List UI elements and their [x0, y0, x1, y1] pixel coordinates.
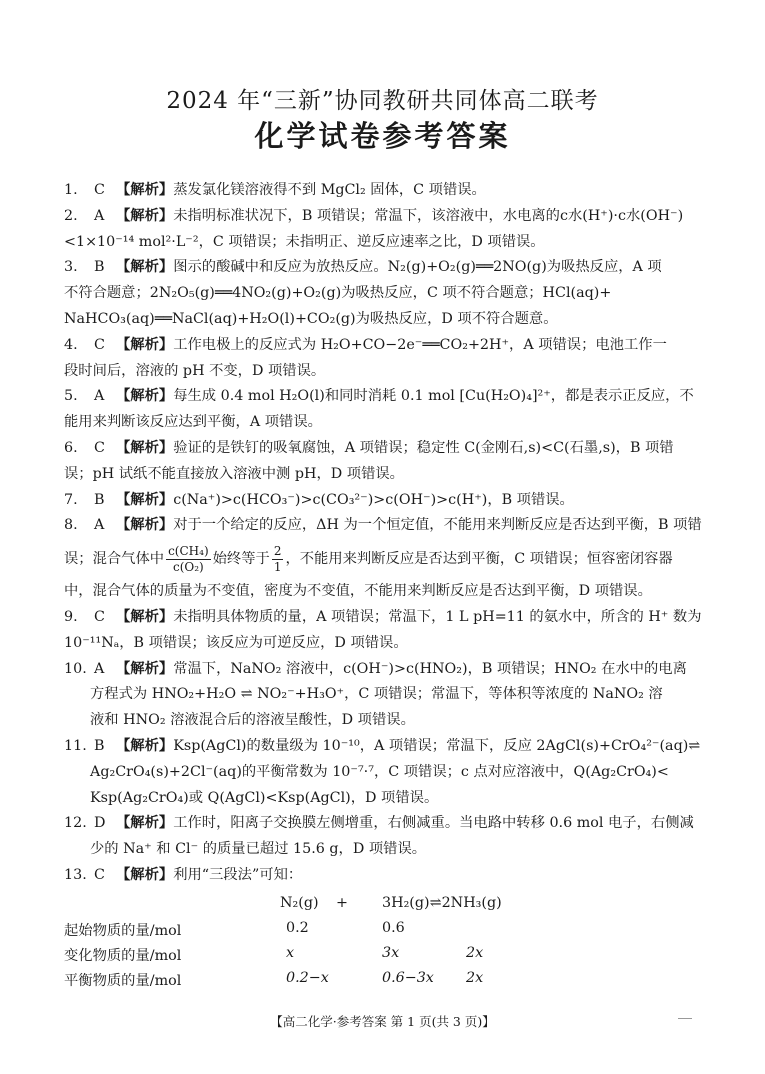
analysis-tag: 【解析】 [116, 259, 174, 276]
analysis-continuation: 10⁻¹¹Nₐ，B 项错误；该反应为可逆反应，D 项错误。 [64, 634, 408, 651]
analysis-continuation: 能用来判断该反应达到平衡，A 项错误。 [64, 414, 322, 431]
answer-letter: C [94, 182, 105, 198]
equation-part: 3H₂(g)⇌2NH₃(g) [382, 894, 502, 911]
analysis-text: 对于一个给定的反应，ΔH 为一个恒定值，不能用来判断反应是否达到平衡，B 项错 [173, 517, 702, 534]
analysis-continuation: 误；pH 试纸不能直接放入溶液中测 pH，D 项错误。 [64, 465, 404, 482]
answer-letter: B [94, 491, 105, 508]
answer-item [64, 605, 704, 657]
ice-row [64, 945, 704, 970]
question-number: 4. [64, 336, 78, 353]
analysis-continuation: Ksp(Ag₂CrO₄)或 Q(AgCl)<Ksp(AgCl)，D 项错误。 [90, 789, 439, 806]
ice-cell-h2: 0.6−3x [382, 969, 434, 986]
answer-list [64, 178, 704, 995]
question-number: 3. [64, 259, 78, 276]
ice-cell-label: 变化物质的量/mol [64, 947, 182, 964]
analysis-tag: 【解析】 [116, 517, 174, 534]
question-number: 5. [64, 388, 78, 405]
analysis-text: 未指明标准状况下，B 项错误；常温下，该溶液中，水电离的c水(H⁺)·c水(OH⁻) [173, 207, 684, 224]
equation-part: N₂(g) [280, 894, 319, 911]
analysis-text: 图示的酸碱中和反应为放热反应。N₂(g)+O₂(g)══2NO(g)为吸热反应，A 项 [173, 259, 662, 276]
analysis-text: 工作时，阳离子交换膜左侧增重，右侧减重。当电路中转移 0.6 mol 电子，右侧减 [173, 815, 694, 832]
analysis-continuation: 始终等于 [212, 551, 270, 568]
analysis-tag: 【解析】 [116, 660, 174, 677]
answer-item [64, 204, 704, 256]
ice-cell-label: 平衡物质的量/mol [64, 972, 182, 989]
analysis-tag: 【解析】 [116, 439, 174, 456]
analysis-tag: 【解析】 [116, 336, 174, 353]
question-number: 8. [64, 517, 78, 534]
analysis-text: 蒸发氯化镁溶液得不到 MgCl₂ 固体，C 项错误。 [173, 182, 486, 198]
fraction [272, 544, 284, 575]
ice-row [64, 970, 704, 995]
reaction-equation [64, 895, 704, 920]
answer-item [64, 333, 704, 385]
analysis-tag: 【解析】 [116, 815, 174, 832]
analysis-continuation: 段时间后，溶液的 pH 不变，D 项错误。 [64, 362, 326, 379]
question-number: 7. [64, 491, 78, 508]
answer-item [64, 513, 704, 605]
analysis-text: 常温下，NaNO₂ 溶液中，c(OH⁻)>c(HNO₂)，B 项错误；HNO₂ 在水中的电离 [173, 660, 687, 677]
analysis-text: Ksp(AgCl)的数量级为 10⁻¹⁰，A 项错误；常温下，反应 2AgCl(s)+CrO₄²⁻(aq)⇌ [173, 737, 701, 754]
analysis-continuation: 中，混合气体的质量为不变值，密度为不变值，不能用来判断反应是否达到平衡，D 项错误。 [64, 583, 652, 600]
ice-cell-nh3: 2x [466, 944, 484, 961]
ice-cell-h2: 3x [382, 944, 400, 961]
fraction-denominator: c(O₂) [172, 559, 204, 574]
analysis-tag: 【解析】 [116, 866, 174, 883]
analysis-tag: 【解析】 [116, 207, 174, 224]
analysis-text: 未指明具体物质的量，A 项错误；常温下，1 L pH=11 的氨水中，所含的 H⁺ 数为 [173, 608, 702, 625]
answer-letter: C [94, 866, 105, 883]
answer-item [64, 488, 704, 514]
question-number: 6. [64, 439, 78, 456]
analysis-tag: 【解析】 [116, 491, 174, 508]
fraction-denominator: 1 [273, 559, 282, 574]
answer-letter: A [94, 660, 105, 677]
equation-part: + [336, 894, 348, 911]
ice-cell-label: 起始物质的量/mol [64, 922, 182, 939]
ice-table [64, 895, 704, 995]
analysis-continuation: Ag₂CrO₄(s)+2Cl⁻(aq)的平衡常数为 10⁻⁷·⁷，C 项错误；c 点对应溶液中，Q(Ag₂CrO₄)< [90, 763, 669, 780]
ice-row [64, 920, 704, 945]
analysis-continuation: 方程式为 HNO₂+H₂O ⇌ NO₂⁻+H₃O⁺，C 项错误；常温下，等体积等浓度的 NaNO₂ 溶 [90, 686, 663, 703]
ice-cell-n2: 0.2 [286, 919, 309, 936]
answer-item [64, 384, 704, 436]
question-number: 12. [64, 815, 87, 832]
fraction-numerator: c(CH₄) [168, 543, 209, 558]
analysis-text: 工作电极上的反应式为 H₂O+CO−2e⁻══CO₂+2H⁺，A 项错误；电池工作一 [173, 336, 667, 353]
ice-cell-nh3: 2x [466, 969, 484, 986]
analysis-tag: 【解析】 [116, 182, 174, 198]
answer-letter: D [94, 815, 106, 832]
question-number: 11. [64, 737, 87, 754]
ice-cell-n2: x [286, 944, 295, 961]
analysis-text: 每生成 0.4 mol H₂O(l)和同时消耗 0.1 mol [Cu(H₂O)₄]²⁺，都是表示正反应，不 [173, 388, 694, 405]
analysis-tag: 【解析】 [116, 388, 174, 405]
answer-item [64, 255, 704, 332]
answer-item [64, 178, 704, 204]
analysis-continuation: ，不能用来判断反应是否达到平衡，C 项错误；恒容密闭容器 [285, 551, 673, 568]
analysis-continuation: 液和 HNO₂ 溶液混合后的溶液呈酸性，D 项错误。 [90, 712, 415, 729]
question-number: 2. [64, 207, 78, 224]
answer-item [64, 436, 704, 488]
answer-letter: C [94, 439, 105, 456]
answer-item [64, 811, 704, 863]
fraction-numerator: 2 [273, 543, 282, 558]
analysis-tag: 【解析】 [116, 608, 174, 625]
answer-letter: A [94, 517, 105, 534]
question-number: 1. [64, 182, 78, 198]
fraction [166, 544, 211, 575]
ice-cell-h2: 0.6 [382, 919, 405, 936]
analysis-text: 利用“三段法”可知： [173, 866, 303, 883]
answer-item [64, 863, 704, 889]
page-footer: 【高二化学·参考答案 第 1 页(共 3 页)】 [270, 1014, 495, 1029]
answer-letter: B [94, 259, 105, 276]
analysis-continuation: <1×10⁻¹⁴ mol²·L⁻²，C 项错误；未指明正、逆反应速率之比，D 项错误。 [64, 233, 545, 250]
analysis-continuation: 不符合题意；2N₂O₅(g)══4NO₂(g)+O₂(g)为吸热反应，C 项不符合题意；HCl(aq)+ [64, 285, 612, 302]
answer-letter: A [94, 388, 105, 405]
question-number: 10. [64, 660, 87, 677]
answer-letter: C [94, 336, 105, 353]
document-title: 化学试卷参考答案 [254, 119, 511, 153]
analysis-tag: 【解析】 [116, 737, 174, 754]
analysis-continuation: 误；混合气体中 [64, 551, 165, 568]
analysis-text: c(Na⁺)>c(HCO₃⁻)>c(CO₃²⁻)>c(OH⁻)>c(H⁺)，B 项错误。 [173, 491, 574, 508]
scan-mark [678, 1018, 692, 1019]
answer-item [64, 657, 704, 734]
answer-letter: A [94, 207, 105, 224]
exam-title: 2024 年“三新”协同教研共同体高二联考 [166, 88, 599, 114]
analysis-continuation: 少的 Na⁺ 和 Cl⁻ 的质量已超过 15.6 g，D 项错误。 [90, 841, 427, 858]
question-number: 9. [64, 608, 78, 625]
answer-item [64, 734, 704, 811]
question-number: 13. [64, 866, 87, 883]
analysis-continuation: NaHCO₃(aq)══NaCl(aq)+H₂O(l)+CO₂(g)为吸热反应，D 项不符合题意。 [64, 310, 558, 327]
answer-letter: B [94, 737, 105, 754]
analysis-text: 验证的是铁钉的吸氧腐蚀，A 项错误；稳定性 C(金刚石,s)<C(石墨,s)，B 项错 [173, 439, 674, 456]
ice-cell-n2: 0.2−x [286, 969, 329, 986]
answer-letter: C [94, 608, 105, 625]
